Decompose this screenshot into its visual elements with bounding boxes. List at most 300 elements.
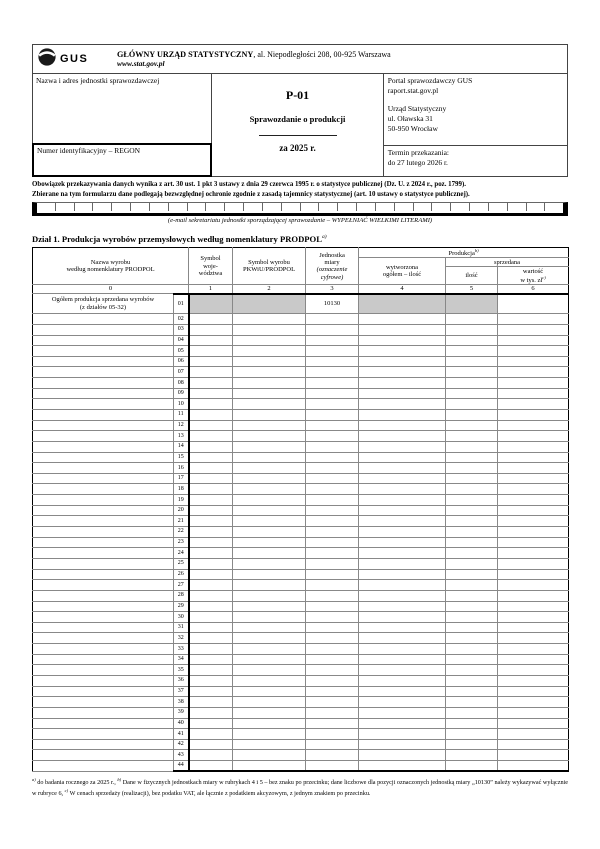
- unit-code-cell[interactable]: [306, 665, 359, 676]
- unit-code-cell[interactable]: [306, 654, 359, 665]
- product-name-cell[interactable]: [33, 388, 174, 399]
- product-name-cell[interactable]: [33, 697, 174, 708]
- unit-code-cell[interactable]: [306, 697, 359, 708]
- reporting-unit-box[interactable]: [33, 74, 211, 176]
- product-symbol-cell[interactable]: [233, 452, 306, 463]
- sold-value-cell[interactable]: [498, 431, 569, 442]
- sold-qty-cell[interactable]: [446, 314, 498, 325]
- product-symbol-cell[interactable]: [233, 516, 306, 527]
- voivodeship-cell[interactable]: [189, 686, 233, 697]
- product-symbol-cell[interactable]: [233, 548, 306, 559]
- product-symbol-cell[interactable]: [233, 729, 306, 740]
- product-symbol-cell[interactable]: [233, 537, 306, 548]
- product-name-cell[interactable]: [33, 516, 174, 527]
- produced-cell[interactable]: [359, 601, 446, 612]
- product-symbol-cell[interactable]: [233, 324, 306, 335]
- product-symbol-cell[interactable]: [233, 378, 306, 389]
- unit-code-cell[interactable]: [306, 463, 359, 474]
- product-symbol-cell[interactable]: [233, 644, 306, 655]
- voivodeship-cell[interactable]: [189, 569, 233, 580]
- unit-code-cell[interactable]: [306, 590, 359, 601]
- product-name-cell[interactable]: [33, 452, 174, 463]
- unit-code-cell[interactable]: [306, 495, 359, 506]
- voivodeship-cell[interactable]: [189, 356, 233, 367]
- sold-value-cell[interactable]: [498, 601, 569, 612]
- sold-qty-cell[interactable]: [446, 558, 498, 569]
- produced-cell[interactable]: [359, 431, 446, 442]
- sold-qty-cell[interactable]: [446, 441, 498, 452]
- unit-code-cell[interactable]: [306, 516, 359, 527]
- voivodeship-cell[interactable]: [189, 431, 233, 442]
- sold-value-cell[interactable]: [498, 409, 569, 420]
- product-symbol-cell[interactable]: [233, 505, 306, 516]
- sold-value-cell[interactable]: [498, 569, 569, 580]
- product-symbol-cell[interactable]: [233, 473, 306, 484]
- product-symbol-cell[interactable]: [233, 590, 306, 601]
- voivodeship-cell[interactable]: [189, 718, 233, 729]
- unit-code-cell[interactable]: [306, 676, 359, 687]
- unit-code-cell[interactable]: [306, 452, 359, 463]
- email-comb-field[interactable]: [32, 202, 568, 216]
- voivodeship-cell[interactable]: [189, 441, 233, 452]
- sold-qty-cell[interactable]: [446, 718, 498, 729]
- sold-value-cell[interactable]: [498, 527, 569, 538]
- product-symbol-cell[interactable]: [233, 527, 306, 538]
- sold-value-cell[interactable]: [498, 665, 569, 676]
- sold-qty-cell[interactable]: [446, 356, 498, 367]
- sold-qty-cell[interactable]: [446, 388, 498, 399]
- sold-value-cell[interactable]: [498, 750, 569, 761]
- unit-code-cell[interactable]: [306, 420, 359, 431]
- produced-cell[interactable]: [359, 495, 446, 506]
- produced-cell[interactable]: [359, 686, 446, 697]
- sold-value-cell[interactable]: [498, 346, 569, 357]
- voivodeship-cell[interactable]: [189, 558, 233, 569]
- produced-cell[interactable]: [359, 633, 446, 644]
- unit-code-cell[interactable]: [306, 346, 359, 357]
- voivodeship-cell[interactable]: [189, 388, 233, 399]
- voivodeship-cell[interactable]: [189, 324, 233, 335]
- produced-cell[interactable]: [359, 324, 446, 335]
- unit-code-cell[interactable]: [306, 761, 359, 772]
- voivodeship-cell[interactable]: [189, 378, 233, 389]
- unit-code-cell[interactable]: [306, 558, 359, 569]
- voivodeship-cell[interactable]: [189, 505, 233, 516]
- produced-cell[interactable]: [359, 388, 446, 399]
- sold-value-cell[interactable]: [498, 612, 569, 623]
- sold-value-cell[interactable]: [498, 294, 569, 314]
- sold-value-cell[interactable]: [498, 697, 569, 708]
- voivodeship-cell[interactable]: [189, 676, 233, 687]
- produced-cell[interactable]: [359, 548, 446, 559]
- sold-qty-cell[interactable]: [446, 399, 498, 410]
- product-symbol-cell[interactable]: [233, 346, 306, 357]
- unit-code-cell[interactable]: [306, 409, 359, 420]
- sold-value-cell[interactable]: [498, 590, 569, 601]
- sold-value-cell[interactable]: [498, 367, 569, 378]
- unit-code-cell[interactable]: [306, 622, 359, 633]
- sold-value-cell[interactable]: [498, 548, 569, 559]
- product-name-cell[interactable]: [33, 548, 174, 559]
- sold-value-cell[interactable]: [498, 388, 569, 399]
- produced-cell[interactable]: [359, 612, 446, 623]
- voivodeship-cell[interactable]: [189, 537, 233, 548]
- sold-value-cell[interactable]: [498, 676, 569, 687]
- voivodeship-cell[interactable]: [189, 452, 233, 463]
- voivodeship-cell[interactable]: [189, 697, 233, 708]
- sold-qty-cell[interactable]: [446, 729, 498, 740]
- sold-qty-cell[interactable]: [446, 452, 498, 463]
- product-name-cell[interactable]: [33, 314, 174, 325]
- voivodeship-cell[interactable]: [189, 473, 233, 484]
- produced-cell[interactable]: [359, 622, 446, 633]
- sold-qty-cell[interactable]: [446, 346, 498, 357]
- voivodeship-cell[interactable]: [189, 335, 233, 346]
- produced-cell[interactable]: [359, 537, 446, 548]
- unit-code-cell[interactable]: [306, 750, 359, 761]
- sold-qty-cell[interactable]: [446, 612, 498, 623]
- product-name-cell[interactable]: [33, 527, 174, 538]
- sold-qty-cell[interactable]: [446, 686, 498, 697]
- produced-cell[interactable]: [359, 420, 446, 431]
- sold-qty-cell[interactable]: [446, 324, 498, 335]
- produced-cell[interactable]: [359, 399, 446, 410]
- product-name-cell[interactable]: [33, 622, 174, 633]
- product-name-cell[interactable]: [33, 431, 174, 442]
- sold-value-cell[interactable]: [498, 537, 569, 548]
- produced-cell[interactable]: [359, 516, 446, 527]
- voivodeship-cell[interactable]: [189, 463, 233, 474]
- sold-value-cell[interactable]: [498, 463, 569, 474]
- regon-field[interactable]: [32, 143, 212, 177]
- unit-code-cell[interactable]: [306, 537, 359, 548]
- product-name-cell[interactable]: [33, 356, 174, 367]
- product-name-cell[interactable]: [33, 590, 174, 601]
- sold-value-cell[interactable]: [498, 399, 569, 410]
- product-name-cell[interactable]: [33, 654, 174, 665]
- product-name-cell[interactable]: [33, 569, 174, 580]
- sold-value-cell[interactable]: [498, 739, 569, 750]
- sold-value-cell[interactable]: [498, 452, 569, 463]
- product-name-cell[interactable]: [33, 399, 174, 410]
- sold-qty-cell[interactable]: [446, 495, 498, 506]
- produced-cell[interactable]: [359, 676, 446, 687]
- product-name-cell[interactable]: [33, 580, 174, 591]
- unit-code-cell[interactable]: [306, 548, 359, 559]
- unit-code-cell[interactable]: [306, 484, 359, 495]
- sold-qty-cell[interactable]: [446, 697, 498, 708]
- product-name-cell[interactable]: [33, 739, 174, 750]
- product-symbol-cell[interactable]: [233, 463, 306, 474]
- product-symbol-cell[interactable]: [233, 420, 306, 431]
- voivodeship-cell[interactable]: [189, 420, 233, 431]
- product-name-cell[interactable]: [33, 473, 174, 484]
- product-name-cell[interactable]: [33, 558, 174, 569]
- product-name-cell[interactable]: [33, 761, 174, 772]
- product-name-cell[interactable]: [33, 324, 174, 335]
- product-name-cell[interactable]: [33, 612, 174, 623]
- sold-value-cell[interactable]: [498, 356, 569, 367]
- unit-code-cell[interactable]: [306, 356, 359, 367]
- produced-cell[interactable]: [359, 644, 446, 655]
- voivodeship-cell[interactable]: [189, 346, 233, 357]
- voivodeship-cell[interactable]: [189, 761, 233, 772]
- unit-code-cell[interactable]: [306, 729, 359, 740]
- product-symbol-cell[interactable]: [233, 580, 306, 591]
- sold-value-cell[interactable]: [498, 516, 569, 527]
- product-symbol-cell[interactable]: [233, 739, 306, 750]
- product-symbol-cell[interactable]: [233, 750, 306, 761]
- unit-code-cell[interactable]: [306, 441, 359, 452]
- sold-qty-cell[interactable]: [446, 420, 498, 431]
- voivodeship-cell[interactable]: [189, 367, 233, 378]
- produced-cell[interactable]: [359, 729, 446, 740]
- product-name-cell[interactable]: [33, 346, 174, 357]
- produced-cell[interactable]: [359, 335, 446, 346]
- sold-qty-cell[interactable]: [446, 484, 498, 495]
- sold-value-cell[interactable]: [498, 314, 569, 325]
- product-name-cell[interactable]: [33, 644, 174, 655]
- sold-qty-cell[interactable]: [446, 537, 498, 548]
- produced-cell[interactable]: [359, 739, 446, 750]
- product-symbol-cell[interactable]: [233, 441, 306, 452]
- product-name-cell[interactable]: [33, 484, 174, 495]
- unit-code-cell[interactable]: [306, 335, 359, 346]
- sold-value-cell[interactable]: [498, 633, 569, 644]
- sold-qty-cell[interactable]: [446, 569, 498, 580]
- product-name-cell[interactable]: [33, 718, 174, 729]
- voivodeship-cell[interactable]: [189, 484, 233, 495]
- sold-qty-cell[interactable]: [446, 739, 498, 750]
- sold-qty-cell[interactable]: [446, 367, 498, 378]
- sold-value-cell[interactable]: [498, 654, 569, 665]
- unit-code-cell[interactable]: [306, 601, 359, 612]
- sold-value-cell[interactable]: [498, 558, 569, 569]
- sold-qty-cell[interactable]: [446, 622, 498, 633]
- sold-value-cell[interactable]: [498, 378, 569, 389]
- sold-qty-cell[interactable]: [446, 431, 498, 442]
- product-symbol-cell[interactable]: [233, 399, 306, 410]
- product-symbol-cell[interactable]: [233, 409, 306, 420]
- sold-value-cell[interactable]: [498, 324, 569, 335]
- unit-code-cell[interactable]: [306, 644, 359, 655]
- sold-qty-cell[interactable]: [446, 676, 498, 687]
- produced-cell[interactable]: [359, 750, 446, 761]
- unit-code-cell[interactable]: [306, 473, 359, 484]
- product-name-cell[interactable]: [33, 495, 174, 506]
- unit-code-cell[interactable]: [306, 378, 359, 389]
- product-name-cell[interactable]: [33, 420, 174, 431]
- sold-value-cell[interactable]: [498, 420, 569, 431]
- produced-cell[interactable]: [359, 527, 446, 538]
- product-symbol-cell[interactable]: [233, 633, 306, 644]
- unit-code-cell[interactable]: [306, 505, 359, 516]
- voivodeship-cell[interactable]: [189, 548, 233, 559]
- sold-qty-cell[interactable]: [446, 601, 498, 612]
- sold-qty-cell[interactable]: [446, 750, 498, 761]
- voivodeship-cell[interactable]: [189, 612, 233, 623]
- unit-code-cell[interactable]: [306, 612, 359, 623]
- sold-value-cell[interactable]: [498, 761, 569, 772]
- sold-qty-cell[interactable]: [446, 761, 498, 772]
- product-name-cell[interactable]: [33, 633, 174, 644]
- unit-code-cell[interactable]: [306, 718, 359, 729]
- voivodeship-cell[interactable]: [189, 622, 233, 633]
- sold-value-cell[interactable]: [498, 622, 569, 633]
- produced-cell[interactable]: [359, 463, 446, 474]
- voivodeship-cell[interactable]: [189, 707, 233, 718]
- produced-cell[interactable]: [359, 654, 446, 665]
- sold-value-cell[interactable]: [498, 644, 569, 655]
- unit-code-cell[interactable]: [306, 431, 359, 442]
- product-name-cell[interactable]: [33, 378, 174, 389]
- product-name-cell[interactable]: [33, 537, 174, 548]
- voivodeship-cell[interactable]: [189, 399, 233, 410]
- voivodeship-cell[interactable]: [189, 314, 233, 325]
- sold-qty-cell[interactable]: [446, 654, 498, 665]
- produced-cell[interactable]: [359, 409, 446, 420]
- product-symbol-cell[interactable]: [233, 558, 306, 569]
- voivodeship-cell[interactable]: [189, 739, 233, 750]
- produced-cell[interactable]: [359, 569, 446, 580]
- product-symbol-cell[interactable]: [233, 718, 306, 729]
- produced-cell[interactable]: [359, 346, 446, 357]
- voivodeship-cell[interactable]: [189, 409, 233, 420]
- produced-cell[interactable]: [359, 356, 446, 367]
- product-name-cell[interactable]: [33, 441, 174, 452]
- product-symbol-cell[interactable]: [233, 314, 306, 325]
- product-symbol-cell[interactable]: [233, 612, 306, 623]
- sold-qty-cell[interactable]: [446, 707, 498, 718]
- sold-value-cell[interactable]: [498, 505, 569, 516]
- voivodeship-cell[interactable]: [189, 654, 233, 665]
- produced-cell[interactable]: [359, 452, 446, 463]
- unit-code-cell[interactable]: [306, 324, 359, 335]
- produced-cell[interactable]: [359, 378, 446, 389]
- product-symbol-cell[interactable]: [233, 707, 306, 718]
- produced-cell[interactable]: [359, 367, 446, 378]
- produced-cell[interactable]: [359, 590, 446, 601]
- product-name-cell[interactable]: [33, 367, 174, 378]
- sold-qty-cell[interactable]: [446, 335, 498, 346]
- product-name-cell[interactable]: [33, 729, 174, 740]
- product-symbol-cell[interactable]: [233, 686, 306, 697]
- voivodeship-cell[interactable]: [189, 495, 233, 506]
- voivodeship-cell[interactable]: [189, 601, 233, 612]
- product-symbol-cell[interactable]: [233, 697, 306, 708]
- produced-cell[interactable]: [359, 314, 446, 325]
- voivodeship-cell[interactable]: [189, 527, 233, 538]
- voivodeship-cell[interactable]: [189, 590, 233, 601]
- unit-code-cell[interactable]: [306, 388, 359, 399]
- sold-value-cell[interactable]: [498, 718, 569, 729]
- sold-value-cell[interactable]: [498, 441, 569, 452]
- produced-cell[interactable]: [359, 473, 446, 484]
- sold-qty-cell[interactable]: [446, 463, 498, 474]
- product-symbol-cell[interactable]: [233, 484, 306, 495]
- sold-qty-cell[interactable]: [446, 590, 498, 601]
- unit-code-cell[interactable]: [306, 527, 359, 538]
- sold-value-cell[interactable]: [498, 729, 569, 740]
- voivodeship-cell[interactable]: [189, 665, 233, 676]
- product-name-cell[interactable]: [33, 665, 174, 676]
- product-name-cell[interactable]: [33, 409, 174, 420]
- sold-value-cell[interactable]: [498, 473, 569, 484]
- product-name-cell[interactable]: [33, 750, 174, 761]
- sold-value-cell[interactable]: [498, 495, 569, 506]
- unit-code-cell[interactable]: [306, 739, 359, 750]
- product-name-cell[interactable]: [33, 676, 174, 687]
- sold-value-cell[interactable]: [498, 580, 569, 591]
- product-symbol-cell[interactable]: [233, 665, 306, 676]
- product-symbol-cell[interactable]: [233, 654, 306, 665]
- voivodeship-cell[interactable]: [189, 580, 233, 591]
- produced-cell[interactable]: [359, 580, 446, 591]
- product-symbol-cell[interactable]: [233, 601, 306, 612]
- product-symbol-cell[interactable]: [233, 367, 306, 378]
- produced-cell[interactable]: [359, 761, 446, 772]
- sold-value-cell[interactable]: [498, 335, 569, 346]
- voivodeship-cell[interactable]: [189, 633, 233, 644]
- voivodeship-cell[interactable]: [189, 750, 233, 761]
- unit-code-cell[interactable]: [306, 633, 359, 644]
- product-symbol-cell[interactable]: [233, 335, 306, 346]
- product-symbol-cell[interactable]: [233, 569, 306, 580]
- product-symbol-cell[interactable]: [233, 495, 306, 506]
- product-name-cell[interactable]: [33, 707, 174, 718]
- unit-code-cell[interactable]: [306, 569, 359, 580]
- product-symbol-cell[interactable]: [233, 622, 306, 633]
- unit-code-cell[interactable]: [306, 686, 359, 697]
- produced-cell[interactable]: [359, 707, 446, 718]
- product-name-cell[interactable]: [33, 505, 174, 516]
- unit-code-cell[interactable]: [306, 580, 359, 591]
- sold-value-cell[interactable]: [498, 484, 569, 495]
- product-name-cell[interactable]: [33, 686, 174, 697]
- sold-qty-cell[interactable]: [446, 527, 498, 538]
- unit-code-cell[interactable]: [306, 314, 359, 325]
- product-name-cell[interactable]: [33, 463, 174, 474]
- sold-qty-cell[interactable]: [446, 644, 498, 655]
- produced-cell[interactable]: [359, 697, 446, 708]
- product-symbol-cell[interactable]: [233, 761, 306, 772]
- sold-qty-cell[interactable]: [446, 580, 498, 591]
- sold-qty-cell[interactable]: [446, 473, 498, 484]
- voivodeship-cell[interactable]: [189, 729, 233, 740]
- product-name-cell[interactable]: [33, 601, 174, 612]
- sold-value-cell[interactable]: [498, 686, 569, 697]
- sold-qty-cell[interactable]: [446, 505, 498, 516]
- sold-qty-cell[interactable]: [446, 665, 498, 676]
- product-symbol-cell[interactable]: [233, 676, 306, 687]
- product-name-cell[interactable]: [33, 335, 174, 346]
- sold-value-cell[interactable]: [498, 707, 569, 718]
- produced-cell[interactable]: [359, 484, 446, 495]
- sold-qty-cell[interactable]: [446, 633, 498, 644]
- sold-qty-cell[interactable]: [446, 409, 498, 420]
- unit-code-cell[interactable]: [306, 367, 359, 378]
- sold-qty-cell[interactable]: [446, 378, 498, 389]
- sold-qty-cell[interactable]: [446, 548, 498, 559]
- unit-code-cell[interactable]: [306, 707, 359, 718]
- voivodeship-cell[interactable]: [189, 644, 233, 655]
- produced-cell[interactable]: [359, 441, 446, 452]
- produced-cell[interactable]: [359, 665, 446, 676]
- product-symbol-cell[interactable]: [233, 356, 306, 367]
- sold-qty-cell[interactable]: [446, 516, 498, 527]
- produced-cell[interactable]: [359, 558, 446, 569]
- product-symbol-cell[interactable]: [233, 388, 306, 399]
